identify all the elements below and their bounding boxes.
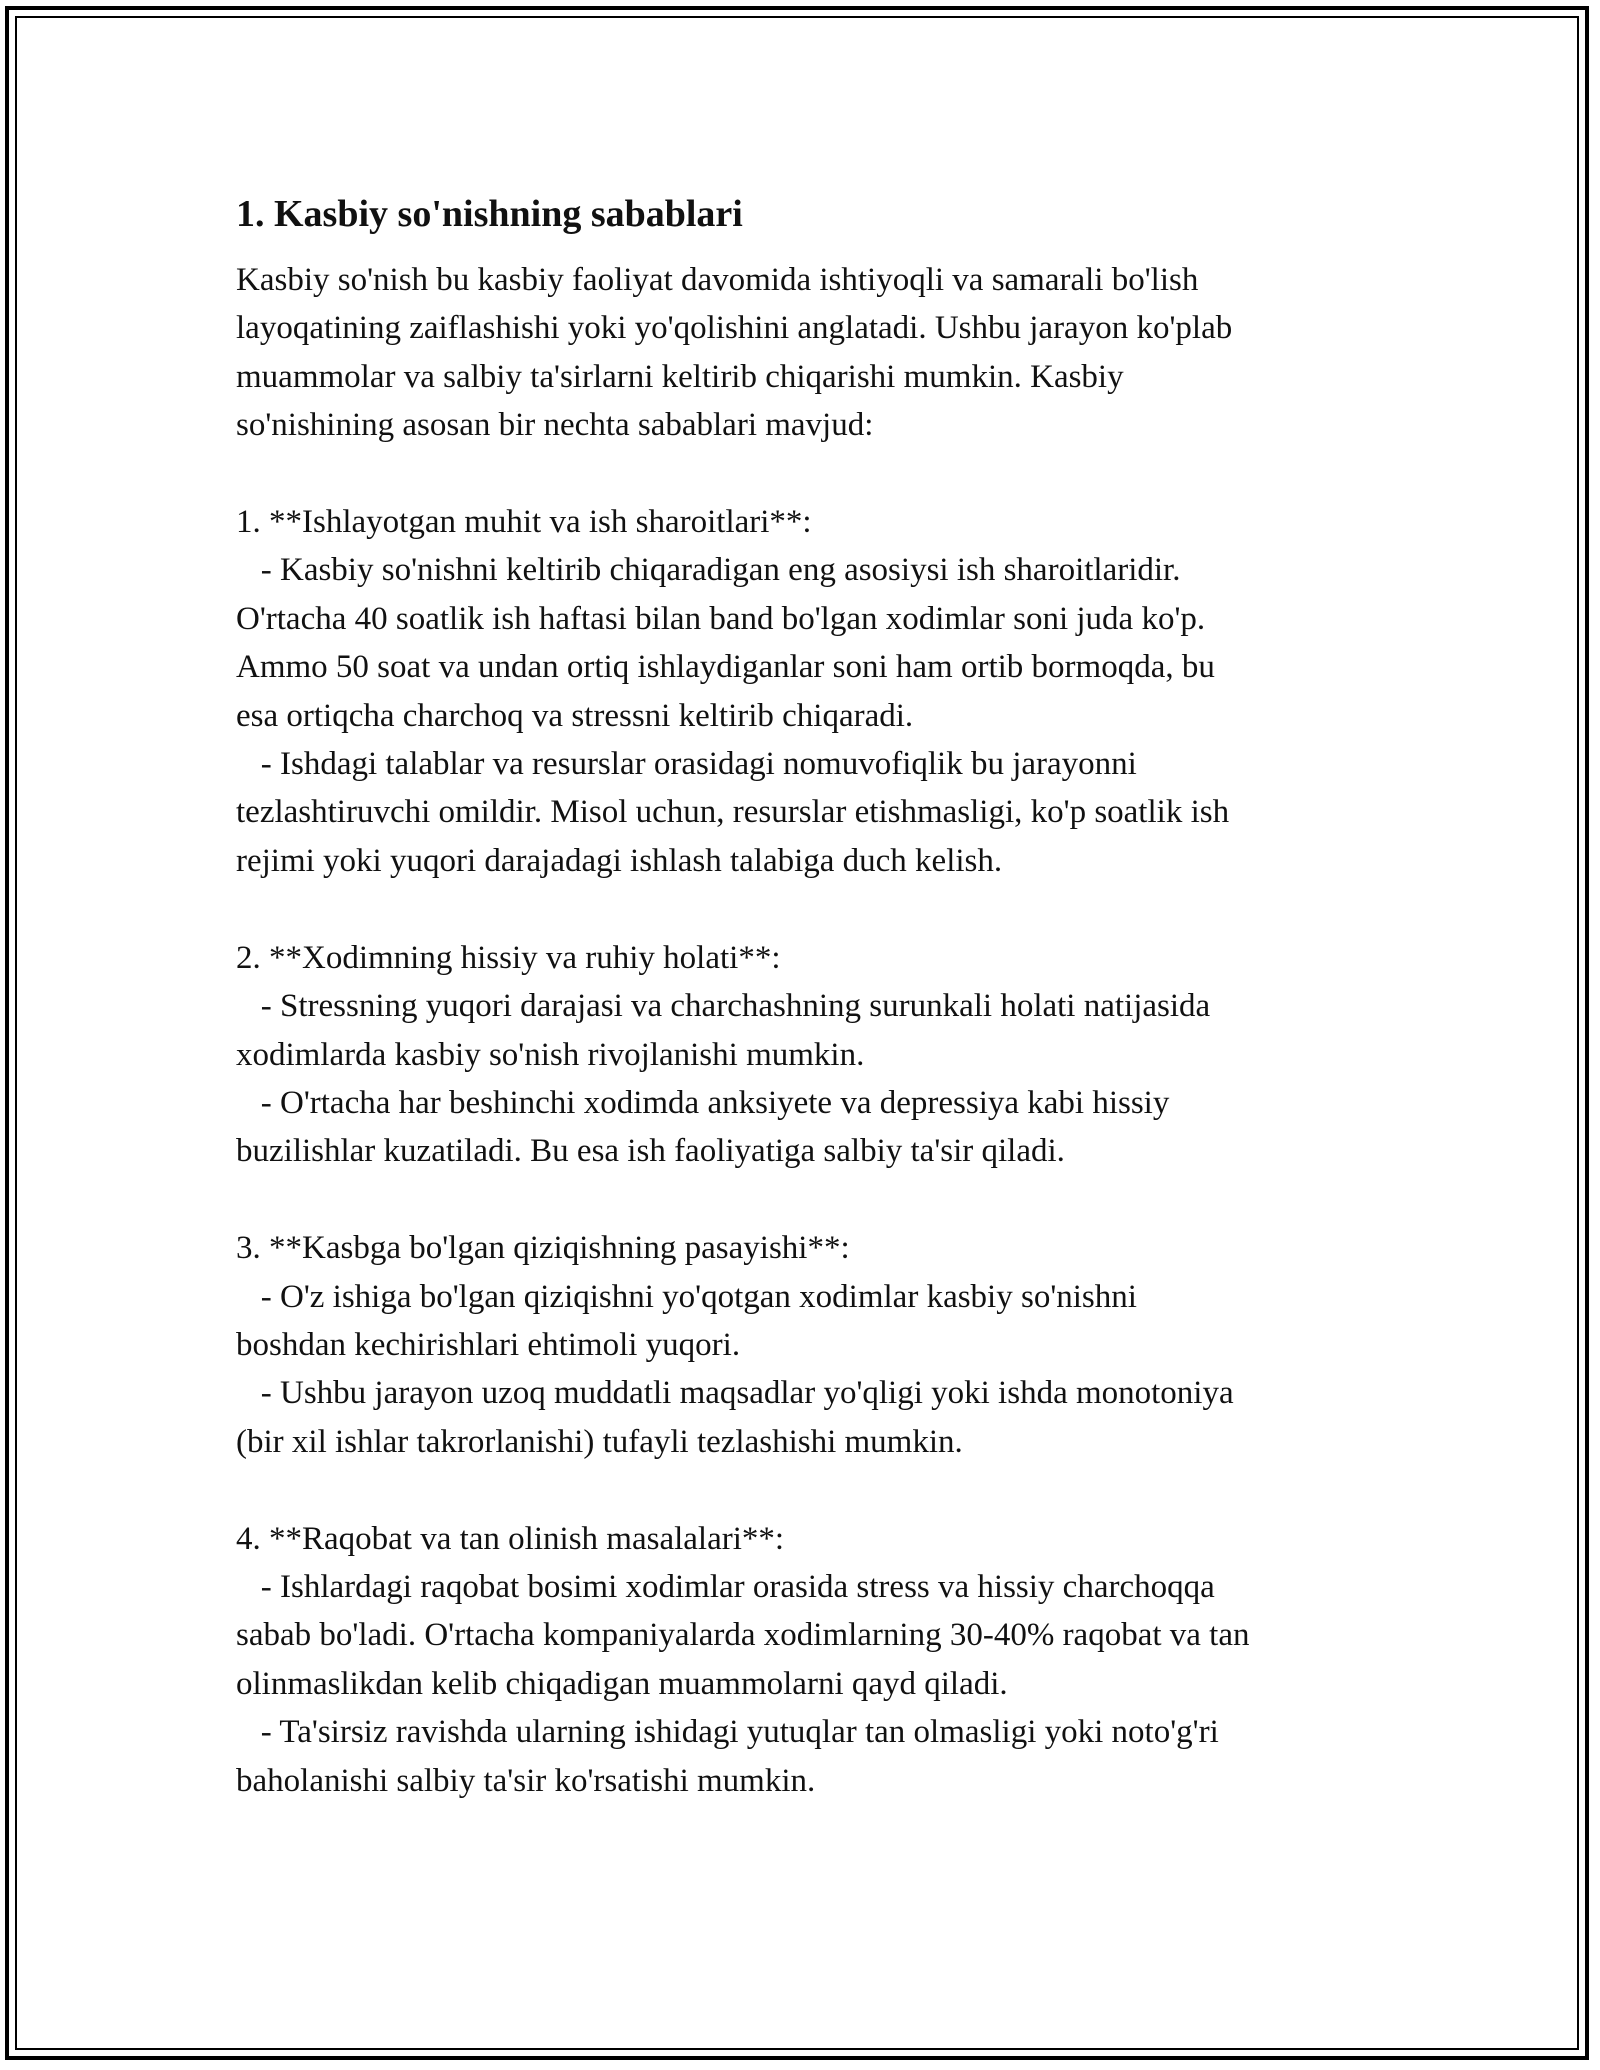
document-content [236, 186, 1386, 1805]
section-heading: 1. Kasbiy so'nishning sabablari [236, 193, 743, 235]
section-body: Kasbiy so'nish bu kasbiy faoliyat davomida ishtiyoqli va samarali bo'lish layoqatining zaiflashishi yoki yo'qolishini anglatadi. Ushbu jarayon ko'plab muammolar va salbiy ta'sirlarni keltirib chiqarishi mumkin. Kasbiy so'nishining asosan bir nechta sabablari mavjud: 1. **Ishlayotgan muhit va ish sharoitlari**: - Kasbiy so'nishni keltirib chiqaradigan eng asosiysi ish sharoitlaridir. O'rtacha 40 soatlik ish haftasi bilan band bo'lgan xodimlar soni juda ko'p. Ammo 50 soat va undan ortiq ishlaydiganlar soni ham ortib bormoqda, bu esa ortiqcha charchoq va stressni keltirib chiqaradi. - Ishdagi talablar va resurslar orasidagi nomuvofiqlik bu jarayonni tezlashtiruvchi omildir. Misol uchun, resurslar etishmasligi, ko'p soatlik ish rejimi yoki yuqori darajadagi ishlash talabiga duch kelish. 2. **Xodimning hissiy va ruhiy holati**: - Stressning yuqori darajasi va charchashning surunkali holati natijasida xodimlarda kasbiy so'nish rivojlanishi mumkin. - O'rtacha har beshinchi xodimda anksiyete va depressiya kabi hissiy buzilishlar kuzatiladi. Bu esa ish faoliyatiga salbiy ta'sir qiladi. 3. **Kasbga bo'lgan qiziqishning pasayishi**: - O'z ishiga bo'lgan qiziqishni yo'qotgan xodimlar kasbiy so'nishni boshdan kechirishlari ehtimoli yuqori. - Ushbu jarayon uzoq muddatli maqsadlar yo'qligi yoki ishda monotoniya (bir xil ishlar takrorlanishi) tufayli tezlashishi mumkin. 4. **Raqobat va tan olinish masalalari**: - Ishlardagi raqobat bosimi xodimlar orasida stress va hissiy charchoqqa sabab bo'ladi. O'rtacha kompaniyalarda xodimlarning 30-40% raqobat va tan olinmaslikdan kelib chiqadigan muammolarni qayd qiladi. - Ta'sirsiz ravishda ularning ishidagi yutuqlar tan olmasligi yoki noto'g'ri baholanishi salbiy ta'sir ko'rsatishi mumkin. [236, 262, 1250, 1799]
